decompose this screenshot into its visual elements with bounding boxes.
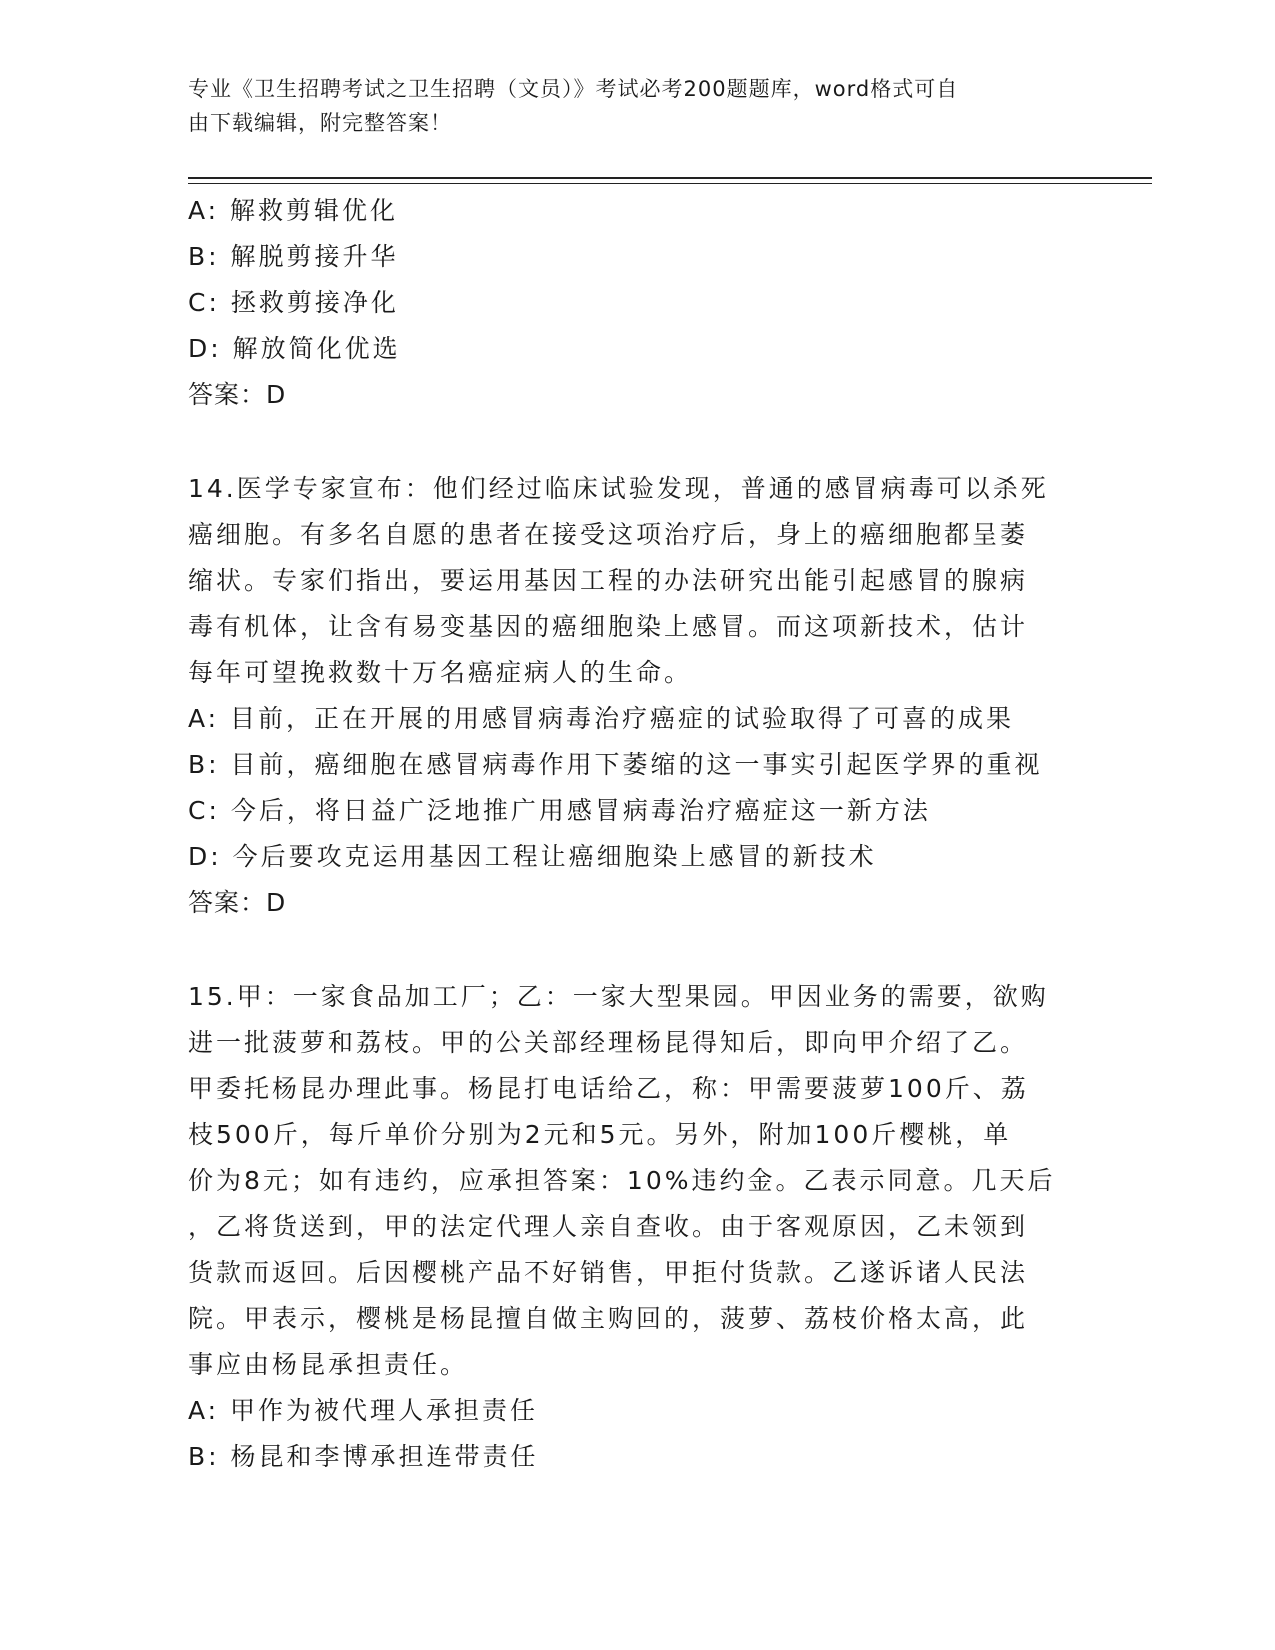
header-title-line-1: 专业《卫生招聘考试之卫生招聘（文员）》考试必考200题题库，word格式可自	[188, 77, 959, 101]
q14-answer: 答案：D	[188, 888, 287, 917]
q14-stem-line-3: 缩状。专家们指出，要运用基因工程的办法研究出能引起感冒的腺病	[188, 566, 1029, 595]
q15-stem-line-8: 院。甲表示，樱桃是杨昆擅自做主购回的，菠萝、荔枝价格太高，此	[188, 1304, 1029, 1333]
question-13	[188, 188, 1088, 418]
q15-option-a: A: 甲作为被代理人承担责任	[188, 1396, 539, 1425]
header-title-line-2: 由下载编辑，附完整答案！	[188, 111, 452, 135]
q15-stem-line-1: 15.甲：一家食品加工厂；乙：一家大型果园。甲因业务的需要，欲购	[188, 982, 1049, 1011]
q15-option-b: B: 杨昆和李博承担连带责任	[188, 1442, 539, 1471]
q15-stem-line-6: ，乙将货送到，甲的法定代理人亲自查收。由于客观原因，乙未领到	[188, 1212, 1029, 1241]
q13-option-a: A: 解救剪辑优化	[188, 196, 399, 225]
q14-stem-line-2: 癌细胞。有多名自愿的患者在接受这项治疗后，身上的癌细胞都呈萎	[188, 520, 1029, 549]
q13-option-c: C: 拯救剪接净化	[188, 288, 399, 317]
q15-stem-line-4: 枝500斤，每斤单价分别为2元和5元。另外，附加100斤樱桃，单	[188, 1120, 1012, 1149]
header-divider-thick	[188, 177, 1152, 179]
q13-answer: 答案：D	[188, 380, 287, 409]
q15-stem-line-7: 货款而返回。后因樱桃产品不好销售，甲拒付货款。乙遂诉诸人民法	[188, 1258, 1029, 1287]
spacer	[188, 418, 1088, 466]
q14-option-c: C: 今后，将日益广泛地推广用感冒病毒治疗癌症这一新方法	[188, 796, 931, 825]
question-14	[188, 466, 1088, 926]
spacer	[188, 926, 1088, 974]
q15-stem-line-9: 事应由杨昆承担责任。	[188, 1350, 469, 1379]
q14-stem-line-1: 14.医学专家宣布：他们经过临床试验发现，普通的感冒病毒可以杀死	[188, 474, 1049, 503]
q14-option-d: D: 今后要攻克运用基因工程让癌细胞染上感冒的新技术	[188, 842, 877, 871]
q13-option-d: D: 解放简化优选	[188, 334, 401, 363]
document-body	[188, 188, 1088, 1480]
q15-stem-line-5: 价为8元；如有违约，应承担答案：10%违约金。乙表示同意。几天后	[188, 1166, 1056, 1195]
question-15	[188, 974, 1088, 1480]
document-header	[188, 72, 1068, 140]
q14-stem-line-5: 每年可望挽救数十万名癌症病人的生命。	[188, 658, 693, 687]
q14-stem-line-4: 毒有机体，让含有易变基因的癌细胞染上感冒。而这项新技术，估计	[188, 612, 1029, 641]
q15-stem-line-2: 进一批菠萝和荔枝。甲的公关部经理杨昆得知后，即向甲介绍了乙。	[188, 1028, 1029, 1057]
header-divider-thin	[188, 183, 1152, 184]
q14-option-b: B: 目前，癌细胞在感冒病毒作用下萎缩的这一事实引起医学界的重视	[188, 750, 1043, 779]
q15-stem-line-3: 甲委托杨昆办理此事。杨昆打电话给乙，称：甲需要菠萝100斤、荔	[188, 1074, 1029, 1103]
q13-option-b: B: 解脱剪接升华	[188, 242, 399, 271]
q14-option-a: A: 目前，正在开展的用感冒病毒治疗癌症的试验取得了可喜的成果	[188, 704, 1015, 733]
